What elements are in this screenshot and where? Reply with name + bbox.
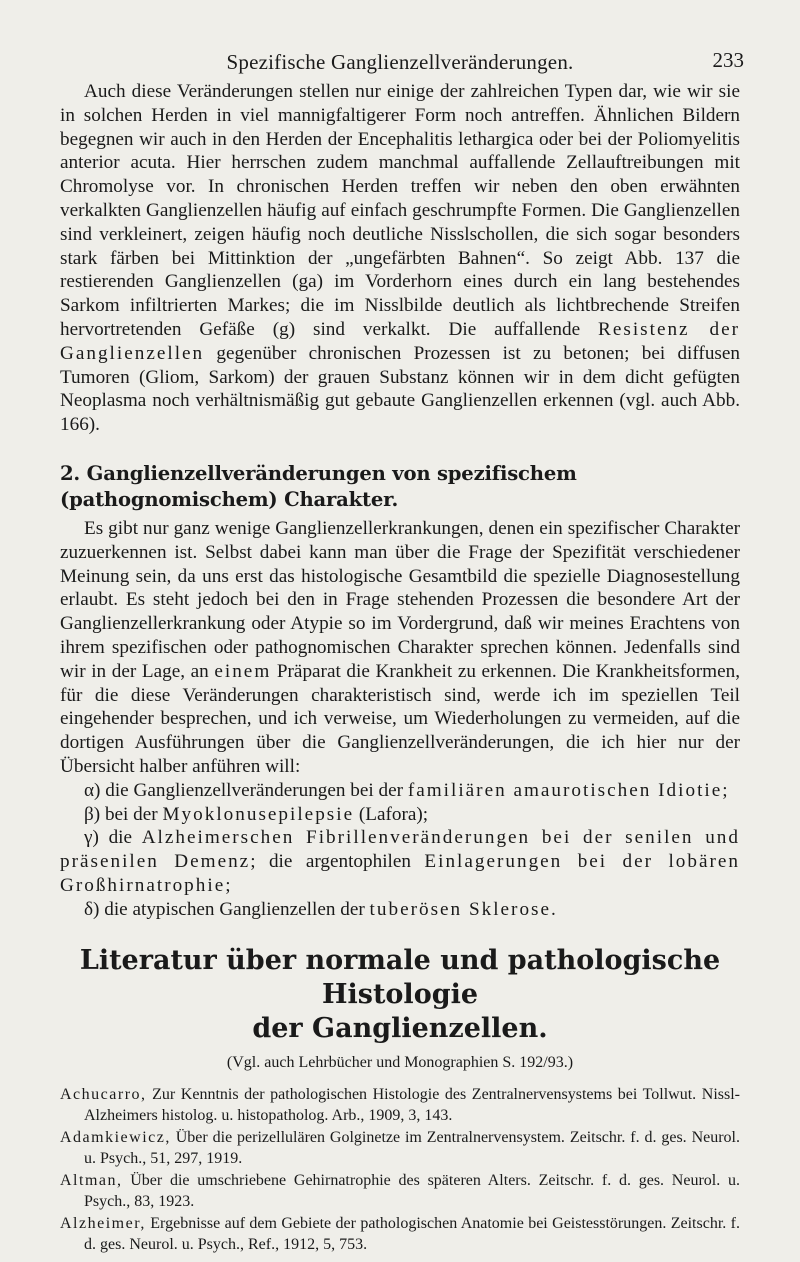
book-page <box>60 46 744 1256</box>
list-item <box>60 803 740 827</box>
list-item-prefix: δ) die atypischen Ganglienzellen der <box>84 898 370 920</box>
reference-entry <box>60 1170 740 1213</box>
section-text-1: Es gibt nur ganz wenige Ganglienzellerkrankungen, denen ein spezifischer Charakter zuzuerkennen ist. Selbst dabei kann man über die Frage der Spezifität verschiedener Meinung sein, da uns erst das histologische Gesamtbild die spezielle Diagnosestellung erlaubt. Es steht jedoch bei den in Frage stehenden Prozessen die besondere Art der Ganglienzellerkrankung oder Atypie so im Vordergrund, daß wir meines Erachtens von ihrem spezifischen oder pathognomischen Charakter sprechen können. Jedenfalls sind wir in der Lage, an <box>60 517 740 682</box>
list-item-prefix: α) die Ganglienzellveränderungen bei der <box>84 779 408 801</box>
section-text-2: Präparat die Krankheit zu erkennen. Die Krankheitsformen, für die diese Veränderungen charakteristisch sind, werde ich im speziellen Teil eingehender besprechen, und ich verweise, um Wiederholungen zu vermeiden, auf die dortigen Ausführungen über die Ganglienzellveränderungen, die ich hier nur der Übersicht halber anführen will: <box>60 660 740 777</box>
list-item-emphasis: Myoklonusepilepsie <box>162 803 355 825</box>
intro-paragraph <box>60 80 740 437</box>
reference-entry <box>60 1084 740 1127</box>
list-item-suffix: ; <box>722 779 728 801</box>
reference-text: Über die perizellulären Golginetze im Zentralnervensystem. Zeitschr. f. d. ges. Neurol. u. Psych., 51, 297, 1919. <box>84 1128 740 1167</box>
page-header <box>60 46 744 80</box>
literature-title-line-2: der Ganglienzellen. <box>252 1012 548 1044</box>
reference-entry <box>60 1127 740 1170</box>
list-item <box>60 779 740 803</box>
list-item-suffix: . <box>551 898 556 920</box>
literature-title <box>60 944 740 1046</box>
section-emphasis: einem <box>214 660 272 682</box>
reference-text: Zur Kenntnis der pathologischen Histologie des Zentralnervensystems bei Tollwut. Nissl-Alzheimers histolog. u. histopatholog. Arb., 1909, 3, 143. <box>84 1085 740 1124</box>
list-item-prefix: γ) die <box>84 827 142 849</box>
reference-entry <box>60 1213 740 1256</box>
list-item-suffix: ; <box>225 874 231 896</box>
list-item-suffix: (Lafora); <box>354 803 429 825</box>
intro-text-2: gegenüber chronischen Prozessen ist zu betonen; bei diffusen Tumoren (Gliom, Sarkom) der grauen Substanz können wir in dem dicht gefügten Neoplasma noch verhältnismäßig gut gebaute Ganglienzellen erkennen (vgl. auch Abb. 166). <box>60 342 740 436</box>
list-item <box>60 826 740 897</box>
list-item-emphasis: tuberösen Sklerose <box>369 898 552 920</box>
section-heading: 2. Ganglienzellveränderungen von spezifischem (pathognomischem) Charakter. <box>60 461 577 511</box>
literature-title-line-1: Literatur über normale und pathologische Histologie <box>79 944 721 1010</box>
reference-text: Über die umschriebene Gehirnatrophie des späteren Alters. Zeitschr. f. d. ges. Neurol. u. Psych., 83, 1923. <box>84 1171 740 1210</box>
literature-note: (Vgl. auch Lehrbücher und Monographien S. 192/93.) <box>226 1053 574 1071</box>
reference-author: Altman, <box>60 1171 123 1189</box>
reference-text: Ergebnisse auf dem Gebiete der pathologischen Anatomie bei Geistesstörungen. Zeitschr. f. d. ges. Neurol. u. Psych., Ref., 1912, 5, 753. <box>84 1214 740 1253</box>
list-item-suffix: ; die argentophilen <box>250 851 425 873</box>
list-item-emphasis: familiären amaurotischen Idiotie <box>407 779 723 801</box>
list-item <box>60 898 740 922</box>
reference-author: Alzheimer, <box>60 1214 146 1232</box>
page-number: 233 <box>712 48 744 72</box>
section-paragraph <box>60 517 740 779</box>
reference-author: Adamkiewicz, <box>60 1128 171 1146</box>
running-title: Spezifische Ganglienzellveränderungen. <box>226 50 574 74</box>
list-item-prefix: β) bei der <box>84 803 163 825</box>
reference-list <box>60 1084 740 1256</box>
list-item-emphasis: Einlagerungen bei der lobären Großhirnatrophie <box>60 851 741 896</box>
reference-author: Achucarro, <box>60 1085 147 1103</box>
intro-text-1: Auch diese Veränderungen stellen nur einige der zahlreichen Typen dar, wie wir sie in solchen Herden in viel mannigfaltigerer Form noch antreffen. Ähnlichen Bildern begegnen wir auch in den Herden der Encephalitis lethargica oder bei der Poliomyelitis anterior acuta. Hier herrschen zudem manchmal auffallende Zellauftreibungen mit Chromolyse vor. In chronischen Herden treffen wir neben den oben erwähnten verkalkten Ganglienzellen häufig auf einfach geschrumpfte Formen. Die Ganglienzellen sind verkleinert, zeigen häufig noch deutliche Nisslschollen, die sich sogar besonders stark färben bei Mittinktion der „ungefärbten Bahnen“. So zeigt Abb. 137 die restierenden Ganglienzellen (ga) im Vorderhorn eines durch ein lang bestehendes Sarkom infiltrierten Markes; die im Nisslbilde deutlich als lichtbrechende Streifen hervortretenden Gefäße (g) sind verkalkt. Die auffallende <box>60 81 740 340</box>
disease-list <box>60 779 740 922</box>
list-item-emphasis: Alzheimerschen Fibrillenveränderungen bei der senilen und präsenilen Demenz <box>60 827 740 873</box>
intro-emphasis: Resistenz der Ganglienzellen <box>60 318 740 364</box>
